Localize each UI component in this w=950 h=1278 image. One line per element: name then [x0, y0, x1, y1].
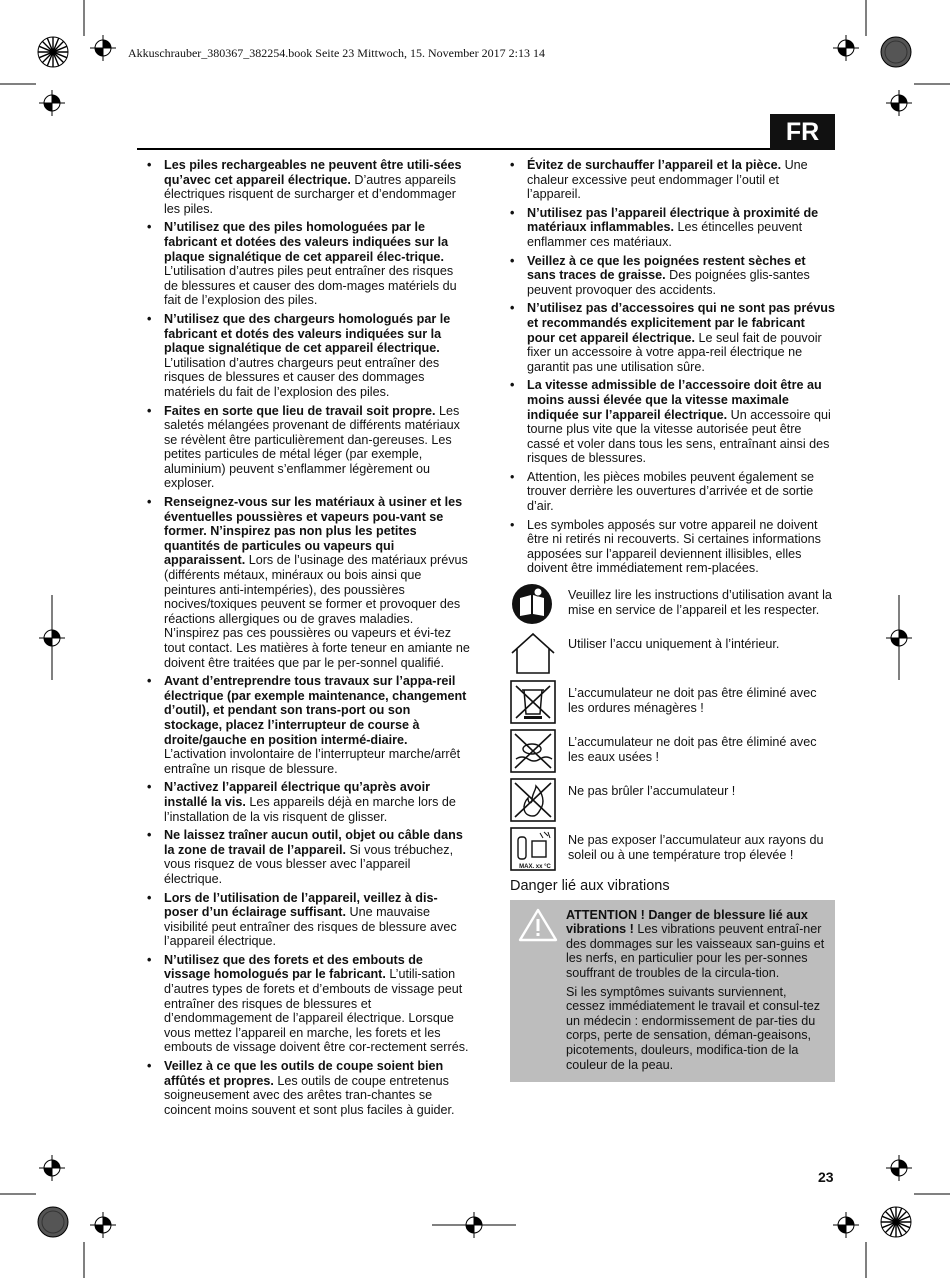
- bullet: •: [147, 674, 152, 689]
- right-column: [510, 158, 835, 1082]
- list-item: [147, 780, 470, 824]
- list-item: [510, 254, 835, 298]
- warning-paragraph-2: Si les symptômes suivants surviennent, cessez immédiatement le travail et consul-tez un médecin : endormissement de par-ties du corps, perte de sensation, déman-geaisons, picotements, douleurs, modifica-tion de la couleur de la peau.: [566, 984, 821, 1072]
- list-item: [147, 312, 470, 400]
- item-bold: N’utilisez que des forets et des embouts de vissage homologués par le fabricant.: [164, 952, 423, 982]
- bullet: •: [510, 517, 515, 532]
- bullet: •: [147, 890, 152, 905]
- item-bold: Renseignez-vous sur les matériaux à usiner et les éventuelles poussières et vapeurs pou-vant se former. N’inspirez pas non plus les petites quantités de particules ou vapeurs qui apparaissent.: [164, 495, 463, 568]
- item-text: Les saletés mélangées provenant de différents matériaux se révèlent être particulièrement dan-gereuses. Les petites particules de métal léger (par exemple, aluminium) peuvent s’enflammer légèrement ou exploser.: [164, 403, 460, 491]
- bullet: •: [147, 952, 152, 967]
- symbol-text: Ne pas brûler l’accumulateur !: [568, 784, 736, 799]
- list-item: [510, 470, 835, 514]
- header-rule: [137, 148, 770, 150]
- print-header: Akkuschrauber_380367_382254.book Seite 23 Mittwoch, 15. November 2017 2:13 14: [128, 46, 545, 60]
- bullet: •: [510, 205, 515, 220]
- list-item: [147, 1059, 470, 1117]
- vibration-heading: Danger lié aux vibrations: [510, 878, 670, 895]
- list-item: [147, 404, 470, 492]
- left-column: [147, 158, 470, 1121]
- item-text: Une mauvaise visibilité peut entraîner des risques de blessure avec l’appareil électrique.: [164, 905, 457, 949]
- item-bold: La vitesse admissible de l’accessoire doit être au moins aussi élevée que la vitesse maximale indiquée sur l’appareil électrique.: [527, 378, 822, 422]
- warning-body: Les vibrations peuvent entraî-ner des dommages sur les vaisseaux san-guins et les nerfs, en particulier pour les per-sonnes souffrant de troubles de la circula-tion.: [566, 922, 825, 980]
- item-bold: Faites en sorte que lieu de travail soit propre.: [164, 403, 436, 418]
- item-text: L’utili-sation d’autres types de forets et d’embouts de vissage peut entraîner des risques de blessures et d’endommagement de l’appareil électrique. Lorsque vous mettez l’appareil en marche, les forets et les embouts de vissage doivent être cor-rectement serrés.: [164, 967, 469, 1055]
- no-sun-heat-icon: [510, 827, 556, 871]
- list-item: [147, 495, 470, 670]
- item-text: Une chaleur excessive peut endommager l’outil et l’appareil.: [527, 158, 808, 202]
- warning-triangle-icon: [518, 908, 566, 1077]
- list-item: [147, 953, 470, 1055]
- list-item: [147, 220, 470, 308]
- list-item: [147, 891, 470, 949]
- item-bold: Veillez à ce que les poignées restent sèches et sans traces de graisse.: [527, 253, 806, 283]
- symbol-text: L’accumulateur ne doit pas être éliminé avec les eaux usées !: [568, 735, 817, 764]
- item-bold: N’utilisez que des piles homologuées par le fabricant et dotées des valeurs indiquées sur la plaque signalétique de cet appareil élec-trique.: [164, 220, 449, 264]
- item-text: D’autres appareils électriques risquent de surcharger et d’endommager les piles.: [164, 172, 456, 216]
- bullet: •: [147, 780, 152, 795]
- item-text: Lors de l’usinage des matériaux prévus (différents métaux, minéraux ou bois ainsi que peintures anti-intempéries), des poussières nocives/toxiques peuvent se former et provoquer des réactions allergiques ou de graves maladies. N’inspirez pas ces poussières ou vapeurs et évi-tez tout contact. Les matières à forte teneur en amiante ne doivent être traitées que par le per-sonnel qualifié.: [164, 553, 470, 670]
- list-item: [147, 674, 470, 776]
- symbol-row: [510, 729, 835, 773]
- language-badge: FR: [770, 114, 835, 150]
- item-text: Si vous trébuchez, vous risquez de vous blesser avec l’appareil électrique.: [164, 842, 454, 886]
- item-bold: N’utilisez pas d’accessoires qui ne sont pas prévus et recommandés explicitement par le fabricant pour cet appareil électrique.: [527, 301, 835, 345]
- crossed-bin-icon: [510, 680, 556, 724]
- item-bold: N’activez l’appareil électrique qu’après avoir installé la vis.: [164, 780, 430, 809]
- bullet: •: [147, 158, 152, 172]
- bullet: •: [510, 158, 515, 172]
- vibration-warning-box: [510, 900, 835, 1083]
- no-water-disposal-icon: [510, 729, 556, 773]
- item-bold: Avant d’entreprendre tous travaux sur l’appa-reil électrique (par exemple maintenance, changement d’outil), et pendant son trans-port ou son stockage, placez l’interrupteur de course à droite/gauche en position intermé-diaire.: [164, 674, 467, 747]
- bullet: •: [147, 220, 152, 235]
- no-fire-icon: [510, 778, 556, 822]
- bullet: •: [510, 253, 515, 268]
- symbol-row: [510, 631, 835, 675]
- indoor-house-icon: [510, 631, 556, 675]
- symbol-text: Veuillez lire les instructions d’utilisation avant la mise en service de l’appareil et les respecter.: [568, 588, 832, 617]
- read-manual-icon: [510, 582, 556, 626]
- item-text: Des poignées glis-santes peuvent provoquer des accidents.: [527, 268, 810, 297]
- bullet: •: [510, 301, 515, 316]
- item-text: Un accessoire qui tourne plus vite que la vitesse autorisée peut être cassé et voler dans tous les sens, entraînant ainsi des risques de blessures.: [527, 407, 831, 466]
- list-item: [147, 828, 470, 886]
- item-text: Attention, les pièces mobiles peuvent également se trouver derrière les ouvertures d’arrivée et de sortie d’air.: [527, 469, 815, 514]
- item-bold: Veillez à ce que les outils de coupe soient bien affûtés et propres.: [164, 1059, 444, 1088]
- left-safety-list: [147, 158, 470, 1117]
- warning-text: [566, 908, 827, 1077]
- item-bold: N’utilisez que des chargeurs homologués par le fabricant et dotés des valeurs indiquées sur la plaque signalétique de cet appareil électrique.: [164, 311, 451, 356]
- symbol-row: [510, 778, 835, 822]
- list-item: [510, 518, 835, 576]
- symbol-text: Utiliser l’accu uniquement à l’intérieur.: [568, 637, 780, 652]
- symbol-row: [510, 680, 835, 724]
- page-number: 23: [818, 1169, 834, 1185]
- item-text: L’utilisation d’autres chargeurs peut entraîner des risques de blessures et causer des dommages matériels du fait de l’explosion des piles.: [164, 355, 440, 399]
- list-item: [147, 158, 470, 216]
- right-safety-list: [510, 158, 835, 576]
- bullet: •: [147, 403, 152, 418]
- item-bold: Évitez de surchauffer l’appareil et la pièce.: [527, 158, 782, 172]
- symbol-text: L’accumulateur ne doit pas être éliminé avec les ordures ménagères !: [568, 686, 817, 715]
- icon-label: MAX. xx °C: [519, 864, 551, 871]
- bullet: •: [510, 378, 515, 393]
- item-bold: Ne laissez traîner aucun outil, objet ou câble dans la zone de travail de l’appareil.: [164, 828, 463, 857]
- item-text: Les appareils déjà en marche lors de l’installation de la vis risquent de glisser.: [164, 794, 456, 824]
- item-text: Les outils de coupe entretenus soigneusement avec des arêtes tran-chantes se coincent moins souvent et sont plus faciles à guider.: [164, 1073, 455, 1117]
- list-item: [510, 206, 835, 250]
- bullet: •: [147, 1059, 152, 1074]
- item-text: Le seul fait de pouvoir fixer un accessoire à votre appa-reil électrique ne garantit pas une utilisation sûre.: [527, 330, 822, 374]
- symbol-text: Ne pas exposer l’accumulateur aux rayons du soleil ou à une température trop élevée !: [568, 833, 824, 862]
- bullet: •: [147, 495, 152, 510]
- item-text: L’utilisation d’autres piles peut entraîner des risques de blessures et causer des dom-mages matériels du fait de l’explosion des piles.: [164, 264, 457, 308]
- warning-paragraph: [566, 908, 827, 981]
- item-text: L’activation involontaire de l’interrupteur marche/arrêt entraîne un risque de blessure.: [164, 747, 461, 776]
- item-text: Les symboles apposés sur votre appareil ne doivent être ni retirés ni recouverts. Si certaines informations apposées sur l’appareil deviennent illisibles, elles doivent être immédiatement rem-placées.: [527, 517, 821, 576]
- symbol-row: [510, 827, 835, 871]
- item-bold: N’utilisez pas l’appareil électrique à proximité de matériaux inflammables.: [527, 205, 819, 235]
- list-item: [510, 158, 835, 202]
- list-item: [510, 378, 835, 466]
- item-bold: Lors de l’utilisation de l’appareil, veillez à dis-poser d’un éclairage suffisant.: [164, 890, 438, 920]
- item-text: Les étincelles peuvent enflammer ces matériaux.: [527, 220, 803, 249]
- list-item: [510, 301, 835, 374]
- item-bold: Les piles rechargeables ne peuvent être utili-sées qu’avec cet appareil électrique.: [164, 158, 462, 187]
- symbol-legend: [510, 582, 835, 871]
- warning-bold: ATTENTION ! Danger de blessure lié aux vibrations !: [566, 907, 808, 937]
- bullet: •: [147, 311, 152, 326]
- bullet: •: [147, 828, 152, 843]
- symbol-row: [510, 582, 835, 626]
- bullet: •: [510, 469, 515, 484]
